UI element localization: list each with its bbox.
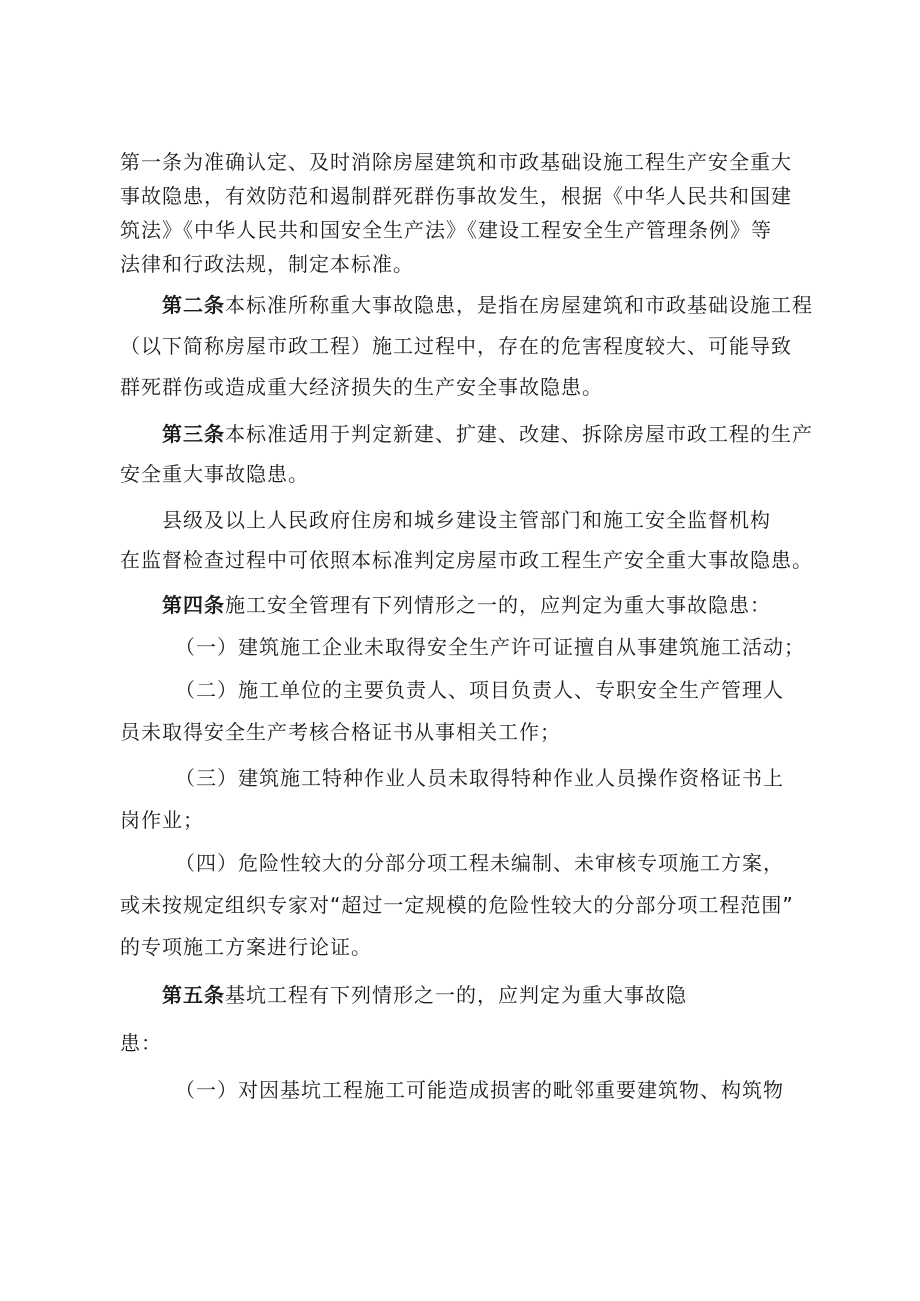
article3-line-2: 安全重大事故隐患。 [120,462,309,486]
article4-item1-line-1: （一）建筑施工企业未取得安全生产许可证擅自从事建筑施工活动； [175,635,805,659]
article4-item3-line-1: （三）建筑施工特种作业人员未取得特种作业人员操作资格证书上 [175,766,784,790]
article2-text: 本标准所称重大事故隐患，是指在房屋建筑和市政基础设施工程 [225,293,813,317]
article3-text: 本标准适用于判定新建、扩建、改建、拆除房屋市政工程的生产 [225,422,813,446]
article5-item1-line-1: （一）对因基坑工程施工可能造成损害的毗邻重要建筑物、构筑物 [175,1078,784,1102]
article2-line-3: 群死群伤或造成重大经济损失的生产安全事故隐患。 [120,375,603,399]
article4-item2-line-1: （二）施工单位的主要负责人、项目负责人、专职安全生产管理人 [175,678,784,702]
article5-heading: 第五条 [162,983,225,1007]
article4-intro: 施工安全管理有下列情形之一的，应判定为重大事故隐患： [225,593,771,617]
article1-line-3: 筑法》《中华人民共和国安全生产法》《建设工程安全生产管理条例》等 [120,218,772,242]
article2-line-2: （以下简称房屋市政工程）施工过程中，存在的危害程度较大、可能导致 [120,334,792,358]
article1-line-2: 事故隐患，有效防范和遏制群死群伤事故发生，根据《中华人民共和国建 [120,184,792,208]
article4-item2-line-2: 员未取得安全生产考核合格证书从事相关工作； [120,720,561,744]
article1-line-1: 第一条为准确认定、及时消除房屋建筑和市政基础设施工程生产安全重大 [120,150,792,174]
article4-line-1 [162,593,771,617]
article3-line-1 [162,422,813,446]
article4-item4-line-1: （四）危险性较大的分部分项工程未编制、未审核专项施工方案， [175,851,784,875]
article5-line-1 [162,983,687,1007]
article2-line-1 [162,293,813,317]
article4-heading: 第四条 [162,593,225,617]
article4-item4-line-3: 的专项施工方案进行论证。 [120,935,372,959]
article1-line-4: 法律和行政法规，制定本标准。 [120,252,414,276]
article4-item3-line-2: 岗作业； [120,808,204,832]
article3-para2-line-1: 县级及以上人民政府住房和城乡建设主管部门和施工安全监督机构 [162,508,771,532]
article2-heading: 第二条 [162,293,225,317]
article3-heading: 第三条 [162,422,225,446]
article3-para2-line-2: 在监督检查过程中可依照本标准判定房屋市政工程生产安全重大事故隐患。 [120,548,813,572]
article5-intro: 基坑工程有下列情形之一的，应判定为重大事故隐 [225,983,687,1007]
article4-item4-line-2: 或未按规定组织专家对“超过一定规模的危险性较大的分部分项工程范围” [120,893,794,917]
article5-line-2: 患： [120,1031,162,1055]
